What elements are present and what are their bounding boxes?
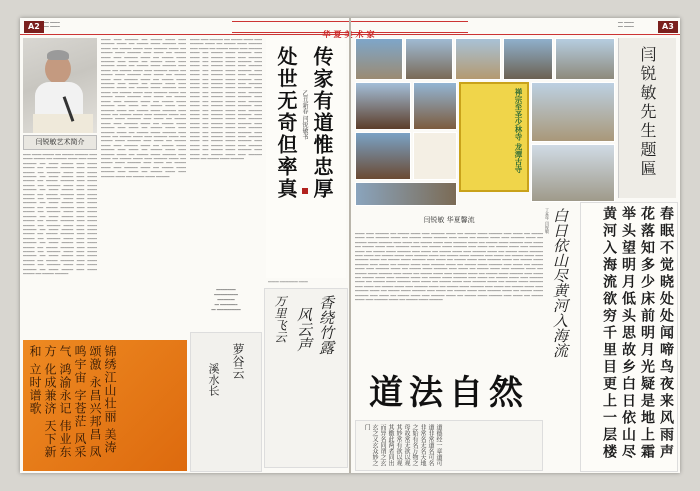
collage-photo-1 — [355, 38, 403, 80]
plaque-photo-collage — [355, 38, 615, 208]
bio-title: 闫锐敏艺术简介 — [23, 135, 97, 150]
running-script-painting — [190, 332, 262, 472]
contact-block: ━━━━━━━━━ ━━━━━━━━━━━ ━━━━━━━━ ━━ ━━━━━━━━ ━━ ━━━━━━━━━━━ — [211, 288, 241, 312]
article-body: ━━━━━ ━━━━ ━━━━━━━ ━━━ ━━━━━━ ━━━━━ ━━━━ ━━━━━━━ ━━━━━ ━━━ ━━━━━━ ━━━━━ ━━━━━━━ ━━━━ ━━━━━ ━━━ ━━━━━━ ━━━━━ ━━━━ ━━━━━━━ ━━━━━ ━━━ ━━━━━━ ━━━━━ ━━━━━━━ ━━━━ ━━━━━ ━━━ ━━━━━━ ━━━━━ ━━━━ ━━━━━━━ ━━━━━ ━━━ ━━━━━━ ━━━━━ ━━━━━━━ ━━━━ ━━━━━ ━━━ ━━━━━━ ━━━━━ ━━━━ ━━━━━━━ ━━━━━ ━━━ ━━━━━━ ━━━━━ ━━━━━━━ ━━━━ ━━━━━ ━━━ ━━━━━━ ━━━━━ ━━━━ ━━━━━━━ ━━━━━ ━━━ ━━━━━━ ━━━━━ ━━━━━━━ ━━━━ ━━━━━ ━━━ ━━━━━━ ━━━━━ ━━━━ ━━━━━━━ ━━━━━ ━━━ ━━━━━━ ━━━━━ ━━━━━━━ ━━━━ ━━━━━ ━━━ ━━━━━━ ━━━━━ ━━━━ ━━━━━━━ ━━━━━ ━━━ ━━━━━━ ━━━━━ ━━━━━━━ ━━━━ ━━━━━ ━━━ ━━━━━━ ━━━━━ ━━━━ ━━━━━━━ ━━━━━ ━━━ ━━━━━━ ━━━━━ ━━━━━━━ ━━━━ ━━━━━ ━━━ ━━━━━━ ━━━━━ ━━━━ ━━━━━━━ ━━━━━ ━━━ ━━━━━━ ━━━━━ ━━━━━━━ ━━━━ ━━━━━ ━━━ ━━━━━━ ━━━━━ ━━━━ ━━━━━━━ ━━━━━ ━━━ ━━━━━━ ━━━━━ ━━━━━━━ ━━━━ ━━━━━ ━━━ ━━━━━━ ━━━━━ ━━━━ ━━━━━━━ ━━━━━ ━━━ ━━━━━━ ━━━━━ ━━━━━━━ ━━━━ ━━━━━ ━━━ ━━━━━━ ━━━━━ ━━━━ ━━━━━━━ ━━━━━ ━━━ ━━━━━━ ━━━━━ ━━━━━━━ ━━━━ ━━━━━ ━━━ ━━━━━━ ━━━━━ ━━━━ ━━━━━━━ ━━━━━ ━━━ ━━━━━━ ━━━━━ ━━━━━━━ ━━━━ ━━━━━ ━━━ ━━━━━━ ━━━━━ ━━━━ ━━━━━━━ ━━━━━ ━━━ ━━━━━━ ━━━━━ ━━━━━━━ ━━━━ ━━━━━ ━━━ ━━━━━━ ━━━━━ ━━━━ ━━━━━━━ ━━━━━ ━━━ ━━━━━━ ━━━━━ ━━━━━━━ ━━━━ ━━━━━ ━━━ ━━━━━━ ━━━━━ ━━━━ ━━━━━━━ ━━━━━ ━━━ ━━━━━━ ━━━━━ ━━━━━━━ ━━━━ ━━━━━ ━━━ ━━━━━━ ━━━━━ ━━━━ ━━━━━━━ ━━━━━ ━━━ ━━━━━━ ━━━━━ ━━━━━━━ ━━━━ ━━━━━ ━━━ ━━━━━━ ━━━━━ ━━━━ ━━━━━━━ ━━━━━ ━━━ ━━━━━━ ━━━━━ ━━━━━━━ ━━━━ ━━━━━ ━━━ ━━━━━━ ━━━━━ ━━━━ ━━━━━━━ ━━━━━ ━━━ ━━━━━━ ━━━━━ ━━━━━━━ ━━━━ ━━━━━ ━━━ ━━━━━━ ━━━━━ ━━━━ ━━━━━━━ ━━━━━ ━━━ ━━━━━━ ━━━━━ ━━━━━━━ ━━━━ ━━━━━ ━━━ ━━━━━━ ━━━━━ ━━━━ ━━━━━━━ ━━━━━ ━━━ ━━━━━━ ━━━━━ ━━━━━━━ ━━━━ ━━━━━ ━━━ ━━━━━━ ━━━━━ ━━━━ ━━━━━━━ ━━━━━ ━━━ ━━━━━━ ━━━━━ ━━━━━━━ — [355, 232, 543, 303]
collage-photo-8 — [531, 82, 615, 142]
cursive-col-3: 万里飞云 — [273, 295, 287, 343]
right-header-meta: ━━ ━━━━ ━━ ━━━━ — [618, 20, 634, 29]
couplet-signature: 乙丑新春 闫锐敏书 — [301, 90, 308, 140]
orange-panel-text: 锦绣江山壮丽 美涛颂激 永昌兴邦昌 凤鸣宇宙 字苍茫 风采气 鸿渝永记 伟业东方 化成兼济 天下新和 立时谱歌 — [28, 345, 117, 459]
page-gutter — [349, 18, 351, 473]
left-header-meta: ━━ ━━━━ ━━ ━━━━ — [44, 20, 60, 29]
collage-photo-5 — [555, 38, 615, 80]
collage-photo-7 — [413, 82, 457, 130]
bio-text-col-1: ━━━━ ━━━━━ ━━━━━━ ━━━ ━━━━━━ ━━━━━━━ ━━━━ ━━━━━ ━━━━━━ ━━━ ━━━━━━━ ━━━━━ ━━━━ ━━━━━ ━━━━━━━ ━━━ ━━━━━ ━━━━━━ ━━━━ ━━━━━ ━━━━━━ ━━━ ━━━━━━ ━━━━━━━ ━━━━ ━━━━━ ━━━━━━ ━━━ ━━━━━━━ ━━━━━ ━━━━ ━━━━━ ━━━━━━━ ━━━ ━━━━━ ━━━━━━ ━━━━ ━━━━━ ━━━━━━ ━━━ ━━━━━━ ━━━━━━━ ━━━━ ━━━━━ ━━━━━━ ━━━ ━━━━━━━ ━━━━━ ━━━━ ━━━━━ ━━━━━━━ ━━━ ━━━━━ ━━━━━━ ━━━━ ━━━━━ ━━━━━━ ━━━ ━━━━━━ ━━━━━━━ ━━━━ ━━━━━ ━━━━━━ ━━━ ━━━━━━━ ━━━━━ ━━━━ ━━━━━ ━━━━━━━ ━━━ ━━━━━ ━━━━━━ ━━━━ ━━━━━ ━━━━━━ ━━━ ━━━━━━ ━━━━━━━ ━━━━ ━━━━━ ━━━━━━ ━━━ ━━━━━━━ ━━━━━ ━━━━ ━━━━━ ━━━━━━━ ━━━ ━━━━━ ━━━━━━ ━━━━ ━━━━━ ━━━━━━ ━━━ ━━━━━━ ━━━━━━━ ━━━━ ━━━━━ ━━━━━━ ━━━ ━━━━━━━ ━━━━━ ━━━━ ━━━━━ ━━━━━━━ ━━━ ━━━━━ ━━━━━━ ━━━━ ━━━━━ ━━━━━━ ━━━ ━━━━━━ ━━━━━━━ ━━━━ ━━━━━ ━━━━━━ ━━━ ━━━━━━━ ━━━━━ ━━━━ ━━━━━ ━━━━━━━ ━━━ ━━━━━ ━━━━━━ ━━━━ ━━━━━ ━━━━━━ ━━━ ━━━━━━ ━━━━━━━ ━━━━ ━━━━━ ━━━━━━ ━━━ ━━━━━━━ ━━━━━ ━━━━ ━━━━━ ━━━━━━━ ━━━ ━━━━━ ━━━━━━ ━━━━ ━━━━━ ━━━━━━ ━━━ ━━━━━━ ━━━━━━━ ━━━━ ━━━━━ ━━━━━━ ━━━ ━━━━━━━ ━━━━━ ━━━━ ━━━━━ ━━━━━━━ ━━━ ━━━━━ ━━━━━━ ━━━━ ━━━━━ ━━━━━━ ━━━ ━━━━━━ ━━━━━━━ — [23, 153, 97, 276]
collage-photo-9 — [355, 132, 411, 180]
bio-text-col-2: ━━━━━ ━━━━ ━━━━━━━ ━━━ ━━━━━━ ━━━━━ ━━━━ ━━━━━━━ ━━━━━ ━━━ ━━━━━━ ━━━━━ ━━━━━━━ ━━━━ ━━━━━ ━━━ ━━━━━━ ━━━━━ ━━━━ ━━━━━━━ ━━━━━ ━━━ ━━━━━━ ━━━━━ ━━━━━━━ ━━━━ ━━━━━ ━━━ ━━━━━━ ━━━━━ ━━━━ ━━━━━━━ ━━━━━ ━━━ ━━━━━━ ━━━━━ ━━━━━━━ ━━━━ ━━━━━ ━━━ ━━━━━━ ━━━━━ ━━━━ ━━━━━━━ ━━━━━ ━━━ ━━━━━━ ━━━━━ ━━━━━━━ ━━━━ ━━━━━ ━━━ ━━━━━━ ━━━━━ ━━━━ ━━━━━━━ ━━━━━ ━━━ ━━━━━━ ━━━━━ ━━━━━━━ ━━━━ ━━━━━ ━━━ ━━━━━━ ━━━━━ ━━━━ ━━━━━━━ ━━━━━ ━━━ ━━━━━━ ━━━━━ ━━━━━━━ ━━━━ ━━━━━ ━━━ ━━━━━━ ━━━━━ ━━━━ ━━━━━━━ ━━━━━ ━━━ ━━━━━━ ━━━━━ ━━━━━━━ ━━━━ ━━━━━ ━━━ ━━━━━━ ━━━━━ ━━━━ ━━━━━━━ ━━━━━ ━━━ ━━━━━━ ━━━━━ ━━━━━━━ ━━━━ ━━━━━ ━━━ ━━━━━━ ━━━━━ ━━━━ ━━━━━━━ ━━━━━ ━━━ ━━━━━━ ━━━━━ ━━━━━━━ ━━━━ ━━━━━ ━━━ ━━━━━━ ━━━━━ ━━━━ ━━━━━━━ ━━━━━ ━━━ ━━━━━━ ━━━━━ ━━━━━━━ ━━━━ ━━━━━ ━━━ ━━━━━━ ━━━━━ ━━━━ ━━━━━━━ ━━━━━ ━━━ ━━━━━━ ━━━━━ ━━━━━━━ ━━━━ ━━━━━ ━━━ ━━━━━━ ━━━━━ ━━━━ ━━━━━━━ ━━━━━ ━━━ ━━━━━━ ━━━━━ ━━━━━━━ ━━━━ ━━━━━ ━━━ ━━━━━━ ━━━━━ ━━━━ ━━━━━━━ ━━━━━ ━━━ ━━━━━━ ━━━━━ ━━━━━━━ ━━━━ ━━━━━ ━━━ ━━━━━━ ━━━━━ ━━━━ ━━━━━━━ ━━━━━ ━━━ ━━━━━━ ━━━━━ ━━━━━━━ ━━━━ ━━━━━ ━━━ ━━━━━━ ━━━━━ ━━━━ ━━━━━━━ ━━━━━ ━━━ ━━━━━━ ━━━━━ ━━━━━━━ ━━━━ ━━━━━ ━━━ ━━━━━━ ━━━━━ ━━━━ ━━━━━━━ ━━━━━ ━━━ ━━━━━━ ━━━━━ ━━━━━━━ ━━━━ ━━━━━ ━━━ ━━━━━━ ━━━━━ ━━━━ ━━━━━━━ ━━━━━ ━━━ ━━━━━━ ━━━━━ ━━━━━━━ ━━━━ ━━━━━ ━━━ ━━━━━━ ━━━━━ ━━━━ ━━━━━━━ ━━━━━ ━━━ ━━━━━━ ━━━━━ ━━━━━━━ ━━━━ ━━━━━ ━━━ ━━━━━━ ━━━━━ ━━━━ ━━━━━━━ ━━━━━ ━━━ ━━━━━━ ━━━━━ ━━━━━━━ — [101, 38, 186, 179]
collage-photo-11 — [531, 144, 615, 202]
collage-photo-4 — [503, 38, 553, 80]
right-title-panel — [618, 38, 676, 198]
collage-photo-10 — [413, 132, 457, 180]
cursive-vertical-scroll — [546, 204, 576, 472]
yellow-plaque — [459, 82, 529, 192]
couplet-left: 处世无奇但率真 — [274, 46, 298, 200]
bio-text-col-3: ━━━━━ ━━━━ ━━━━━━━ ━━━ ━━━━━━ ━━━━━ ━━━━ ━━━━━━━ ━━━━━ ━━━ ━━━━━━ ━━━━━ ━━━━━━━ ━━━━ ━━━━━ ━━━ ━━━━━━ ━━━━━ ━━━━ ━━━━━━━ ━━━━━ ━━━ ━━━━━━ ━━━━━ ━━━━━━━ ━━━━ ━━━━━ ━━━ ━━━━━━ ━━━━━ ━━━━ ━━━━━━━ ━━━━━ ━━━ ━━━━━━ ━━━━━ ━━━━━━━ ━━━━ ━━━━━ ━━━ ━━━━━━ ━━━━━ ━━━━ ━━━━━━━ ━━━━━ ━━━ ━━━━━━ ━━━━━ ━━━━━━━ ━━━━ ━━━━━ ━━━ ━━━━━━ ━━━━━ ━━━━ ━━━━━━━ ━━━━━ ━━━ ━━━━━━ ━━━━━ ━━━━━━━ ━━━━ ━━━━━ ━━━ ━━━━━━ ━━━━━ ━━━━ ━━━━━━━ ━━━━━ ━━━ ━━━━━━ ━━━━━ ━━━━━━━ ━━━━ ━━━━━ ━━━ ━━━━━━ ━━━━━ ━━━━ ━━━━━━━ ━━━━━ ━━━ ━━━━━━ ━━━━━ ━━━━━━━ ━━━━ ━━━━━ ━━━ ━━━━━━ ━━━━━ ━━━━ ━━━━━━━ ━━━━━ ━━━ ━━━━━━ ━━━━━ ━━━━━━━ ━━━━ ━━━━━ ━━━ ━━━━━━ ━━━━━ ━━━━ ━━━━━━━ ━━━━━ ━━━ ━━━━━━ ━━━━━ ━━━━━━━ ━━━━ ━━━━━ ━━━ ━━━━━━ ━━━━━ ━━━━ ━━━━━━━ ━━━━━ ━━━ ━━━━━━ ━━━━━ ━━━━━━━ ━━━━ ━━━━━ ━━━ ━━━━━━ ━━━━━ ━━━━ ━━━━━━━ ━━━━━ ━━━ ━━━━━━ ━━━━━ ━━━━━━━ ━━━━ ━━━━━ ━━━ ━━━━━━ ━━━━━ ━━━━ ━━━━━━━ ━━━━━ ━━━ ━━━━━━ ━━━━━ ━━━━━━━ ━━━━ ━━━━━ ━━━ ━━━━━━ ━━━━━ ━━━━ ━━━━━━━ ━━━━━ ━━━ ━━━━━━ ━━━━━ ━━━━━━━ ━━━━ ━━━━━ ━━━ ━━━━━━ ━━━━━ ━━━━ ━━━━━━━ ━━━━━ ━━━ ━━━━━━ ━━━━━ ━━━━━━━ — [190, 38, 262, 161]
left-page-number: A2 — [24, 21, 44, 33]
cursive-scroll-inscription: 丁亥年 闫锐敏 — [545, 208, 550, 234]
big-calligraphy-text: 道法自然 — [369, 373, 529, 413]
seal-stamp — [302, 188, 308, 194]
collage-photo-2 — [405, 38, 453, 80]
newspaper-spread — [20, 18, 680, 473]
small-script-text: 道德经一章道可道非常道名可名非常名无名天地之始有名万物之母故常无欲以观其妙常有欲以观其徼此两者同出而异名同谓之玄玄之又玄众妙之门 — [363, 424, 442, 466]
collage-photo-12 — [355, 182, 457, 206]
plaque-text: 禅宗至圣少林寺 龙潭古寺 — [514, 88, 523, 174]
cursive-scroll — [264, 288, 348, 468]
collage-photo-6 — [355, 82, 411, 130]
right-vertical-title: 闫锐敏先生题匾 — [638, 46, 657, 179]
painting-col-1: 萝谷云 — [231, 343, 245, 379]
big-calligraphy — [355, 368, 543, 418]
cursive-scroll-text: 白日依山尽黄河入海流 — [551, 208, 569, 358]
cursive-col-1: 香绕竹露 — [317, 295, 335, 355]
painting-col-2: 溪水长 — [207, 363, 220, 396]
small-script-panel — [355, 420, 543, 471]
right-page-number: A3 — [658, 21, 678, 33]
couplet-right: 传家有道惟忠厚 — [310, 46, 334, 200]
article-headline: 闫锐敏 华夏馨流 — [423, 216, 475, 224]
couplet-caption: ━━━━━━ ━━━━━━━━━━ ━━━━━ — [268, 280, 308, 284]
collage-photo-3 — [455, 38, 501, 80]
couplet-panel — [266, 38, 346, 278]
clerical-script-text: 春眠不觉晓处处闻啼鸟夜来风雨声花落知多少床前明月光疑是地上霜举头望明月低头思故乡白日依山尽黄河入海流欲穷千里目更上一层楼 — [601, 206, 674, 461]
author-photo — [23, 38, 97, 133]
orange-calligraphy-panel — [23, 340, 187, 471]
clerical-script-grid — [580, 202, 678, 472]
cursive-col-2: 风云声 — [295, 307, 313, 352]
